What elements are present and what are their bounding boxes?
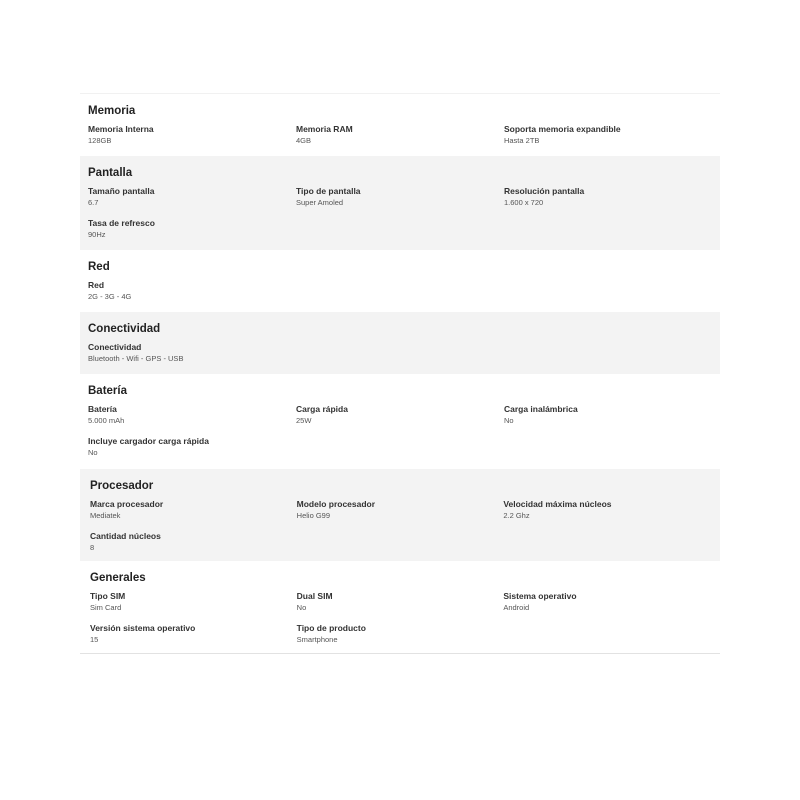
section-title: Batería	[88, 385, 127, 397]
field-label: Tamaño pantalla	[88, 186, 155, 196]
field-label: Tipo de pantalla	[295, 186, 361, 196]
field-label: Batería	[88, 404, 117, 414]
field-value: Super Amoled	[295, 198, 344, 207]
field-label: Carga rápida	[295, 404, 348, 414]
field-tipo-pantalla	[296, 185, 504, 217]
field-label: Modelo procesador	[296, 499, 376, 509]
section-title: Generales	[90, 572, 146, 584]
field-grid	[88, 123, 712, 155]
field-red	[88, 279, 296, 311]
field-label: Marca procesador	[90, 499, 164, 509]
field-value: Helio G99	[296, 511, 331, 520]
field-value: 15	[90, 635, 99, 644]
field-label: Tipo de producto	[296, 623, 366, 633]
field-label: Versión sistema operativo	[90, 623, 196, 633]
field-memoria-ram	[296, 123, 504, 155]
field-grid	[88, 279, 712, 311]
field-value: 4GB	[295, 136, 311, 145]
field-carga-inalambrica	[504, 403, 712, 435]
field-value: 1.600 x 720	[503, 198, 544, 207]
section-memoria	[80, 94, 720, 156]
field-value: Hasta 2TB	[503, 136, 540, 145]
section-pantalla	[80, 156, 720, 250]
field-value: No	[503, 416, 514, 425]
field-value: Mediatek	[90, 511, 121, 520]
section-title: Red	[88, 261, 110, 273]
field-tasa-refresco	[88, 217, 296, 249]
field-modelo-procesador	[297, 498, 504, 530]
section-bateria	[80, 374, 720, 469]
section-title: Memoria	[88, 105, 136, 117]
section-title: Conectividad	[88, 323, 161, 335]
field-label: Memoria Interna	[88, 124, 154, 134]
section-red	[80, 250, 720, 312]
field-label: Carga inalámbrica	[503, 404, 578, 414]
field-sistema-operativo	[503, 590, 710, 622]
field-value: 128GB	[88, 136, 112, 145]
field-value: No	[88, 448, 98, 457]
field-label: Conectividad	[88, 342, 142, 352]
field-label: Incluye cargador carga rápida	[88, 436, 209, 446]
field-grid	[88, 341, 712, 373]
field-grid	[88, 403, 712, 467]
section-procesador	[80, 469, 720, 561]
field-label: Soporta memoria expandible	[503, 124, 621, 134]
field-value: 6.7	[88, 198, 99, 207]
field-label: Cantidad núcleos	[90, 531, 161, 541]
field-grid	[88, 185, 712, 249]
field-value: 2G - 3G - 4G	[88, 292, 132, 301]
field-value: Bluetooth - Wifi - GPS - USB	[88, 354, 184, 363]
specifications-table	[80, 93, 720, 654]
field-tipo-producto	[297, 622, 504, 654]
field-incluye-cargador	[88, 435, 296, 467]
section-title: Pantalla	[88, 167, 133, 179]
field-value: Android	[503, 603, 530, 612]
field-marca-procesador	[90, 498, 297, 530]
section-generales	[80, 561, 720, 653]
field-resolucion-pantalla	[504, 185, 712, 217]
field-value: 5.000 mAh	[88, 416, 125, 425]
field-grid	[90, 590, 710, 654]
field-label: Tipo SIM	[90, 591, 126, 601]
field-velocidad-nucleos	[503, 498, 710, 530]
field-grid	[90, 498, 710, 562]
section-conectividad	[80, 312, 720, 374]
field-carga-rapida	[296, 403, 504, 435]
field-memoria-expandible	[504, 123, 712, 155]
field-tamano-pantalla	[88, 185, 296, 217]
field-value: Smartphone	[296, 635, 338, 644]
field-value: Sim Card	[90, 603, 122, 612]
field-label: Memoria RAM	[295, 124, 353, 134]
section-title: Procesador	[90, 480, 154, 492]
field-bateria	[88, 403, 296, 435]
field-value: No	[296, 603, 307, 612]
field-label: Velocidad máxima núcleos	[503, 499, 612, 509]
field-conectividad	[88, 341, 296, 373]
field-tipo-sim	[90, 590, 297, 622]
field-label: Resolución pantalla	[503, 186, 585, 196]
field-value: 2.2 Ghz	[503, 511, 530, 520]
field-version-sistema-operativo	[90, 622, 297, 654]
field-value: 90Hz	[88, 230, 106, 239]
field-cantidad-nucleos	[90, 530, 297, 562]
field-label: Red	[88, 280, 105, 290]
field-value: 25W	[295, 416, 312, 425]
field-dual-sim	[297, 590, 504, 622]
field-label: Sistema operativo	[503, 591, 577, 601]
field-value: 8	[90, 543, 95, 552]
field-memoria-interna	[88, 123, 296, 155]
field-label: Dual SIM	[296, 591, 333, 601]
field-label: Tasa de refresco	[88, 218, 155, 228]
